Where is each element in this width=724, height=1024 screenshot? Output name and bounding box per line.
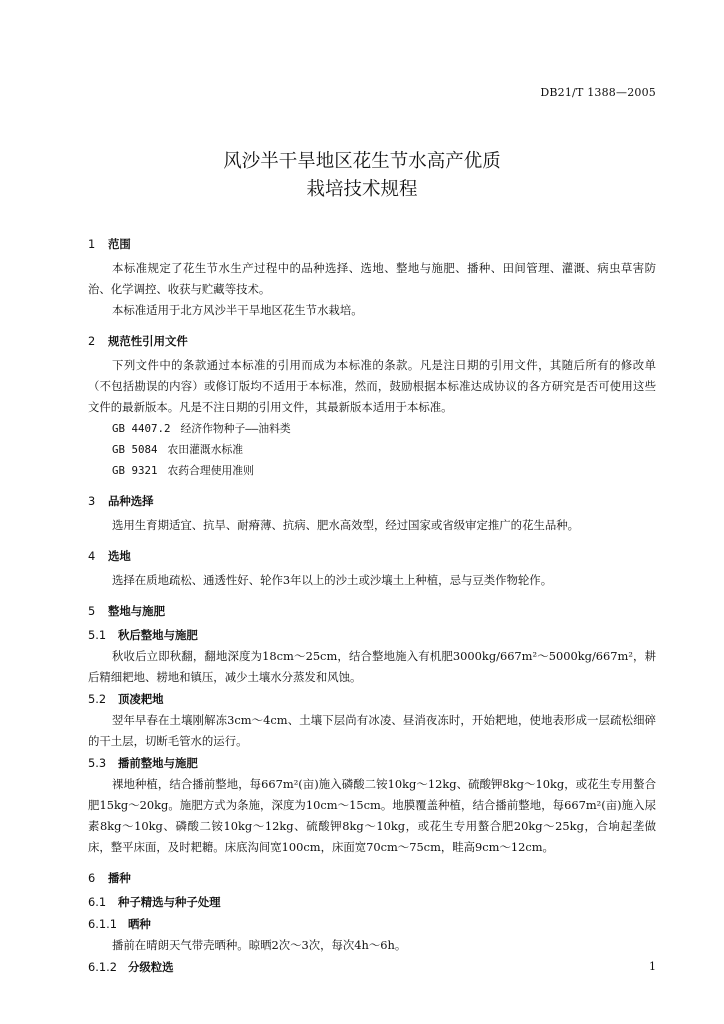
reference-item: GB 5084 农田灌溉水标准 <box>112 443 244 456</box>
document-body <box>88 234 656 978</box>
subsection-5-2-heading: 5.2 顶凌耙地 <box>88 692 164 706</box>
title-line-2: 栽培技术规程 <box>306 179 418 200</box>
section-2-paragraph: 下列文件中的条款通过本标准的引用而成为本标准的条款。凡是注日期的引用文件，其随后所有的修改单（不包括勘误的内容）或修订版均不适用于本标准，然而，鼓励根据本标准达成协议的各方研究是否可使用这些文件的最新版本。凡是不注日期的引用文件，其最新版本适用于本标准。 <box>88 358 656 414</box>
reference-item: GB 4407.2 经济作物种子——油料类 <box>112 422 291 435</box>
subsection-6-1-1-heading: 6.1.1 晒种 <box>88 917 151 931</box>
section-4-paragraph: 选择在质地疏松、通透性好、轮作3年以上的沙土或沙壤土上种植，忌与豆类作物轮作。 <box>112 573 553 587</box>
subsection-5-1-paragraph: 秋收后立即秋翻，翻地深度为18cm～25cm，结合整地施入有机肥3000kg/667m²～5000kg/667m²，耕后精细耙地、耢地和镇压，减少土壤水分蒸发和风蚀。 <box>88 649 656 684</box>
page-title <box>0 148 724 204</box>
subsection-5-2-paragraph: 翌年早春在土壤刚解冻3cm～4cm、土壤下层尚有冰凌、昼消夜冻时，开始耙地，使地表形成一层疏松细碎的干土层，切断毛管水的运行。 <box>88 713 656 748</box>
subsection-6-1-heading: 6.1 种子精选与种子处理 <box>88 895 221 909</box>
section-1-heading: 1 范围 <box>88 237 131 251</box>
document-code: DB21/T 1388—2005 <box>540 86 656 99</box>
section-6-heading: 6 播种 <box>88 871 131 885</box>
subsection-5-3-heading: 5.3 播前整地与施肥 <box>88 756 198 770</box>
section-3-paragraph: 选用生育期适宜、抗旱、耐瘠薄、抗病、肥水高效型，经过国家或省级审定推广的花生品种。 <box>112 518 580 532</box>
title-line-1: 风沙半干旱地区花生节水高产优质 <box>223 151 501 172</box>
section-2-heading: 2 规范性引用文件 <box>88 334 188 348</box>
section-1-paragraph: 本标准规定了花生节水生产过程中的品种选择、选地、整地与施肥、播种、田间管理、灌溉、病虫草害防治、化学调控、收获与贮藏等技术。 <box>88 261 656 296</box>
subsection-6-1-2-heading: 6.1.2 分级粒选 <box>88 960 174 974</box>
section-5-heading: 5 整地与施肥 <box>88 604 165 618</box>
page-number: 1 <box>649 960 656 973</box>
reference-item: GB 9321 农药合理使用准则 <box>112 464 254 477</box>
subsection-5-1-heading: 5.1 秋后整地与施肥 <box>88 628 198 642</box>
section-1-paragraph: 本标准适用于北方风沙半干旱地区花生节水栽培。 <box>112 303 363 317</box>
subsection-5-3-paragraph: 裸地种植，结合播前整地，每667m²(亩)施入磷酸二铵10kg～12kg、硫酸钾8kg～10kg，或花生专用螯合肥15kg～20kg。施肥方式为条施，深度为10cm～15cm。地膜覆盖种植，结合播前整地，每667m²(亩)施入尿素8kg～10kg、磷酸二铵10kg～12kg、硫酸钾8kg～10kg，或花生专用螯合肥20kg～25kg，合垧起垄做床，整平床面，及时耙耱。床底沟间宽100cm，床面宽70cm～75cm，畦高9cm～12cm。 <box>88 777 656 854</box>
subsection-6-1-1-paragraph: 播前在晴朗天气带壳晒种。晾晒2次～3次，每次4h～6h。 <box>112 938 407 952</box>
section-3-heading: 3 品种选择 <box>88 494 154 508</box>
section-4-heading: 4 选地 <box>88 549 131 563</box>
